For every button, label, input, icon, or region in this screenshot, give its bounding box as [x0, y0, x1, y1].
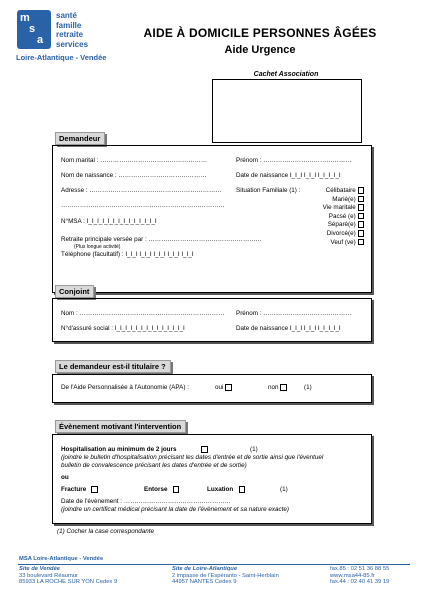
checkbox[interactable] — [358, 196, 365, 203]
logo-letter-m: m — [20, 12, 30, 24]
checkbox[interactable] — [358, 239, 365, 246]
apa-question: De l'Aide Personnalisée à l'Autonomie (APA) : — [61, 384, 189, 391]
hospitalisation-note-2: bulletin de convalescence précisant les dates d'entrée et de sortie) — [61, 462, 247, 469]
entorse-option[interactable]: Entorse — [144, 486, 179, 493]
checkbox[interactable] — [358, 221, 365, 228]
section-demandeur: Demandeur — [55, 132, 105, 145]
apa-oui-option[interactable]: oui — [215, 384, 232, 391]
website-link[interactable]: www.msa44-85.fr — [330, 572, 375, 579]
fel-ref: (1) — [280, 486, 288, 493]
situation-separe[interactable]: Séparé(e) — [300, 221, 364, 230]
situation-veuf[interactable]: Veuf (ve) — [300, 239, 364, 248]
nmsa-field[interactable]: N°MSA : I_I_I_I_I_I_I_I_I_I_I_I_I_I — [61, 218, 157, 225]
checkbox[interactable] — [358, 230, 365, 237]
retraite-note: (Plus longue activité) — [74, 244, 121, 250]
nom-naissance-field[interactable]: Nom de naissance : …………………………………… — [61, 172, 207, 179]
checkbox[interactable] — [280, 384, 287, 391]
nom-marital-field[interactable]: Nom marital : …………………………………………… — [61, 157, 208, 164]
situation-marie[interactable]: Marié(e) — [300, 196, 364, 205]
section-evenement: Évènement motivant l'intervention — [55, 420, 186, 433]
logo-tagline — [56, 11, 88, 49]
date-evenement-field[interactable]: Date de l'évènement : …………………………………………… — [61, 498, 231, 505]
date-naissance-field[interactable]: Date de naissance I_I_I I_I_I I_I_I_I_I — [236, 172, 341, 179]
checkbox[interactable] — [358, 187, 365, 194]
situation-pacse[interactable]: Pacsé (e) — [300, 213, 364, 222]
logo-letter-a: a — [37, 34, 43, 46]
page-title: AIDE À DOMICILE PERSONNES ÂGÉES — [143, 26, 377, 40]
section-titulaire: Le demandeur est-il titulaire ? — [55, 360, 171, 373]
logo-letter-s: s — [29, 23, 35, 35]
section-conjoint: Conjoint — [55, 285, 94, 298]
adresse-suite-field[interactable]: …………………………………………………………………… — [61, 202, 225, 209]
adresse-field[interactable]: Adresse : ……………………………………………………… — [61, 187, 222, 194]
checkbox[interactable] — [91, 486, 98, 493]
footer-col-vendee: Site de Vendée 33 boulevard Réaumur 85933 LA ROCHE SUR YON Cedex 9 — [19, 566, 118, 586]
telephone-field[interactable]: Téléphone (facultatif) : I_I_I I_I_I I_I_I I_I_I I_I_I — [61, 251, 194, 258]
checkbox[interactable] — [173, 486, 180, 493]
retraite-field[interactable]: Retraite principale versée par : ……………………………………………… — [61, 236, 262, 243]
cachet-label: Cachet Association — [253, 71, 319, 78]
footer-divider — [18, 564, 410, 565]
checkbox[interactable] — [358, 213, 365, 220]
conjoint-date-naissance-field[interactable]: Date de naissance I_I_I I_I_I I_I_I_I_I — [236, 325, 341, 332]
conjoint-nassure-field[interactable]: N°d'assuré social : I_I_I_I_I_I_I_I_I_I_I_I_I_I — [61, 325, 185, 332]
hospitalisation-note-1: (joindre le bulletin d'hospitalisation précisant les dates d'entrée et de sortie ainsi que l'éventuel — [61, 454, 324, 461]
apa-note-ref: (1) — [304, 384, 312, 391]
checkbox[interactable] — [239, 486, 246, 493]
situation-celibataire[interactable]: Célibataire — [300, 187, 364, 196]
ou-label: ou — [61, 474, 69, 481]
hospitalisation-option[interactable]: Hospitalisation au minimum de 2 jours — [61, 446, 177, 453]
logo-line: retraite — [56, 30, 84, 39]
cachet-stamp-area[interactable] — [212, 79, 362, 143]
hospitalisation-ref: (1) — [250, 446, 258, 453]
certificat-note: (joindre un certificat médical précisant la date de l'évènement et sa nature exacte) — [61, 506, 290, 513]
situation-familiale-label: Situation Familiale (1) : — [236, 187, 301, 194]
situation-vie-maritale[interactable]: Vie maritale — [300, 204, 364, 213]
luxation-option[interactable]: Luxation — [207, 486, 245, 493]
checkbox[interactable] — [358, 204, 365, 211]
conjoint-nom-field[interactable]: Nom : …………………………………………………………… — [61, 310, 225, 317]
checkbox[interactable] — [225, 384, 232, 391]
footnote: (1) Cocher la case correspondante — [57, 528, 154, 535]
footer-org: MSA Loire-Atlantique - Vendée — [19, 556, 104, 562]
hospitalisation-checkbox[interactable] — [201, 446, 208, 453]
page-subtitle: Aide Urgence — [224, 44, 296, 56]
msa-logo — [17, 10, 51, 49]
prenom-field[interactable]: Prénom : …………………………………… — [236, 157, 352, 164]
situation-list — [300, 187, 364, 247]
logo-line: santé — [56, 11, 77, 20]
logo-region: Loire-Atlantique - Vendée — [16, 53, 107, 62]
apa-non-option[interactable]: non — [268, 384, 287, 391]
footer-col-loire: Site de Loire-Atlantique 2 impasse de l'Espéranto - Saint-Herblain 44957 NANTES Cedex 9 — [172, 566, 279, 586]
fracture-option[interactable]: Fracture — [61, 486, 98, 493]
conjoint-box — [52, 298, 372, 342]
logo-line: famille — [56, 20, 82, 30]
logo-line: services — [56, 39, 89, 49]
conjoint-prenom-field[interactable]: Prénom : …………………………………… — [236, 310, 352, 317]
footer-col-contact: fax.85 : 02 51 36 88 55 www.msa44-85.fr fax.44 : 02 40 41 39 19 — [330, 566, 390, 586]
situation-divorce[interactable]: Divorcé(e) — [300, 230, 364, 239]
